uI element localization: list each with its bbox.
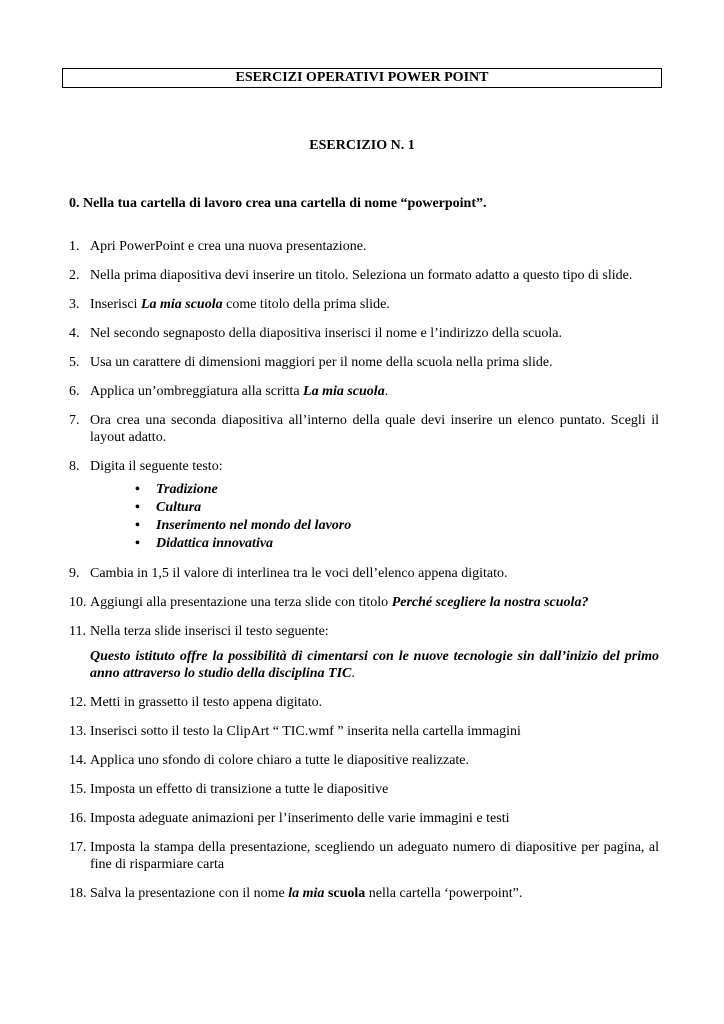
quote-text — [90, 648, 659, 682]
item-number: 9. — [69, 566, 80, 581]
list-item — [69, 810, 659, 827]
item-number: 7. — [69, 413, 80, 428]
item-number: 17. — [69, 840, 87, 855]
intro-instruction: 0. Nella tua cartella di lavoro crea una cartella di nome “powerpoint”. — [69, 196, 487, 211]
item-text: Usa un carattere di dimensioni maggiori per il nome della scuola nella prima slide. — [90, 355, 553, 370]
bullet-symbol: • — [135, 500, 140, 515]
list-item — [69, 296, 659, 313]
item-text — [90, 383, 659, 400]
item-emphasis: La mia scuola — [303, 384, 385, 399]
item-number: 5. — [69, 355, 80, 370]
item-text: Ora crea una seconda diapositiva all’interno della quale devi inserire un elenco puntato. Scegli il layout adatto. — [90, 413, 659, 445]
item-strong: scuola — [327, 886, 366, 901]
item-text: Nel secondo segnaposto della diapositiva inserisci il nome e l’indirizzo della scuola. — [90, 326, 562, 341]
bullet-item — [135, 535, 659, 553]
list-item — [69, 781, 659, 798]
bullet-item — [135, 499, 659, 517]
list-item — [69, 412, 659, 446]
item-number: 15. — [69, 782, 87, 797]
quote-body: Questo istituto offre la possibilità di cimentarsi con le nuove tecnologie sin dall’inizio del primo anno attraverso lo studio della disciplina TIC — [90, 649, 659, 681]
item-text: Metti in grassetto il testo appena digitato. — [90, 695, 323, 710]
item-number: 16. — [69, 811, 87, 826]
list-item — [69, 238, 659, 255]
item-text: Nella terza slide inserisci il testo seguente: — [90, 624, 329, 639]
item-text: Inserisci sotto il testo la ClipArt “ TIC.wmf ” inserita nella cartella immagini — [90, 724, 521, 739]
bullet-symbol: • — [135, 482, 140, 497]
item-emphasis: la mia — [288, 886, 325, 901]
list-item — [69, 565, 659, 582]
item-text-part: nella cartella ‘powerpoint”. — [365, 886, 523, 901]
bullet-list — [135, 481, 659, 553]
exercise-list — [69, 238, 659, 914]
header-title: ESERCIZI OPERATIVI POWER POINT — [235, 70, 489, 85]
item-text-part: Applica un’ombreggiatura alla scritta — [90, 384, 304, 399]
list-item — [69, 694, 659, 711]
document-header — [62, 68, 662, 88]
list-item — [69, 752, 659, 769]
item-number: 14. — [69, 753, 87, 768]
list-item — [69, 354, 659, 371]
bullet-item — [135, 517, 659, 535]
item-emphasis: La mia scuola — [140, 297, 223, 312]
item-text — [90, 594, 659, 611]
list-item — [69, 623, 659, 640]
list-item — [69, 885, 659, 902]
bullet-text: Didattica innovativa — [156, 536, 274, 551]
list-item — [69, 383, 659, 400]
bullet-text: Inserimento nel mondo del lavoro — [156, 518, 352, 533]
exercise-title-text: ESERCIZIO N. 1 — [309, 138, 415, 153]
list-item — [69, 267, 659, 284]
item-number: 12. — [69, 695, 87, 710]
item-number: 4. — [69, 326, 80, 341]
item-number: 11. — [69, 624, 86, 639]
bullet-text: Cultura — [156, 500, 202, 515]
item-text: Imposta adeguate animazioni per l’inserimento delle varie immagini e testi — [90, 811, 510, 826]
item-text: Apri PowerPoint e crea una nuova presentazione. — [90, 239, 367, 254]
item-emphasis: Perché scegliere la nostra scuola? — [391, 595, 589, 610]
item-number: 6. — [69, 384, 80, 399]
list-item — [69, 723, 659, 740]
item-text-part: Salva la presentazione con il nome — [90, 886, 289, 901]
item-number: 1. — [69, 239, 80, 254]
quote-end: . — [351, 666, 355, 681]
item-number: 2. — [69, 268, 80, 283]
item-text: Applica uno sfondo di colore chiaro a tutte le diapositive realizzate. — [90, 753, 470, 768]
item-text-part: Inserisci — [90, 297, 141, 312]
item-number: 13. — [69, 724, 87, 739]
item-text-part: come titolo della prima slide. — [222, 297, 390, 312]
list-item — [69, 839, 659, 873]
item-text — [90, 885, 659, 902]
item-text — [90, 296, 659, 313]
bullet-symbol: • — [135, 536, 140, 551]
item-text-part: . — [384, 384, 389, 399]
item-number: 8. — [69, 459, 80, 474]
list-item — [69, 594, 659, 611]
item-text: Imposta un effetto di transizione a tutte le diapositive — [90, 782, 389, 797]
item-text-part: Aggiungi alla presentazione una terza slide con titolo — [90, 595, 392, 610]
exercise-title — [0, 137, 724, 154]
item-number: 18. — [69, 886, 87, 901]
bullet-symbol: • — [135, 518, 140, 533]
item-text: Cambia in 1,5 il valore di interlinea tra le voci dell’elenco appena digitato. — [90, 566, 508, 581]
list-item — [69, 458, 659, 475]
item-text: Nella prima diapositiva devi inserire un titolo. Seleziona un formato adatto a questo tipo di slide. — [90, 268, 633, 283]
item-text: Imposta la stampa della presentazione, scegliendo un adeguato numero di diapositive per pagina, al fine di risparmiare carta — [90, 840, 659, 872]
item-number: 3. — [69, 297, 80, 312]
bullet-item — [135, 481, 659, 499]
item-number: 10. — [69, 595, 87, 610]
list-item — [69, 325, 659, 342]
item-text: Digita il seguente testo: — [90, 459, 223, 474]
bullet-text: Tradizione — [156, 482, 218, 497]
